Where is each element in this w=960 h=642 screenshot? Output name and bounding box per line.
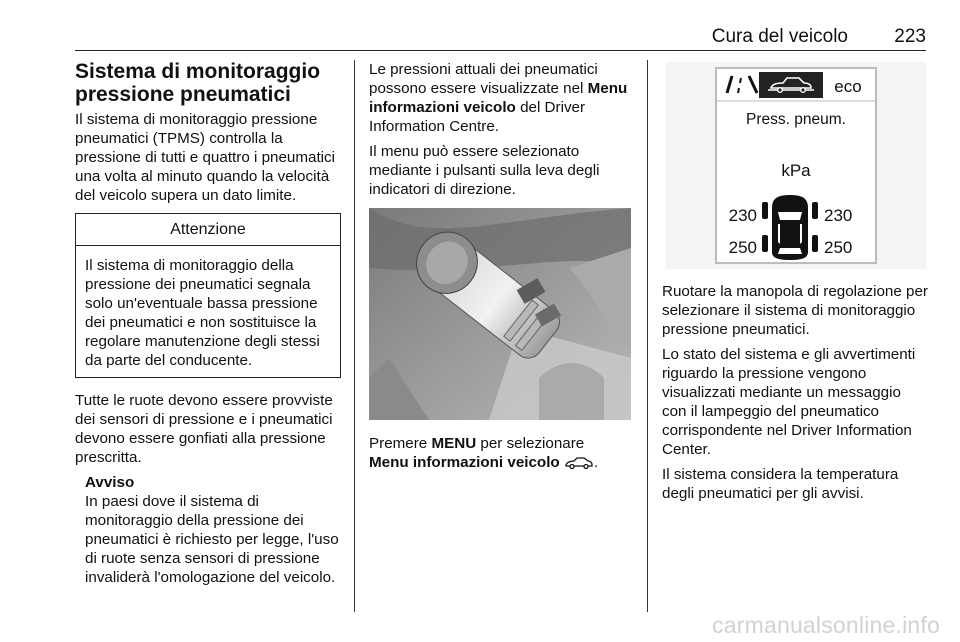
rear-left-pressure: 250 (728, 238, 757, 257)
turn-signal-lever-photo (369, 208, 631, 420)
column-right (662, 62, 928, 509)
menu-name: Menu informazioni veicolo (369, 80, 628, 116)
eco-label: eco (834, 77, 862, 96)
sensor-paragraph: Tutte le ruote devono essere provviste dei sensori di pressione e i pneumatici devono essere gonfiati alla pressione prescritta. (75, 392, 333, 466)
text-run: Le pressioni attuali dei pneumatici possono essere visualizzate nel (369, 61, 598, 97)
column-divider (647, 60, 648, 612)
tire-pressure-display (666, 62, 926, 269)
note-text: In paesi dove il sistema di monitoraggio della pressione dei pneumatici è richiesto per legge, l'uso di ruote senza sensori di pressione invaliderà l'omologazione del veicolo. (85, 493, 339, 586)
watermark: carmanualsonline.info (712, 612, 940, 638)
section-title: Sistema di monitoraggio pressione pneumatici (75, 60, 321, 106)
pressure-unit: kPa (781, 161, 811, 180)
text-run: del Driver Information Centre. (369, 99, 586, 135)
text-run: . (593, 454, 599, 471)
text-run: per selezionare (476, 435, 585, 452)
chapter-title: Cura del veicolo (711, 26, 848, 47)
status-paragraph: Lo stato del sistema e gli avvertimenti riguardo la pressione vengono visualizzati mediante un messaggio con il lampeggio del pneumatico corrispondente nel Driver Information Center. (662, 346, 916, 458)
menu-name: Menu informazioni veicolo (369, 454, 560, 471)
page-header (75, 26, 926, 51)
text-run: Premere (369, 435, 432, 452)
caution-title: Attenzione (76, 214, 340, 246)
intro-paragraph: Il sistema di monitoraggio pressione pneumatici (TPMS) controlla la pressione di tutti e quattro i pneumatici una volta al minuto quando la velocità del veicolo supera un dato limite. (75, 111, 336, 204)
front-left-pressure: 230 (728, 206, 757, 225)
adjust-knob-paragraph: Ruotare la manopola di regolazione per selezionare il sistema di monitoraggio pressione pneumatici. (662, 283, 928, 338)
temperature-paragraph: Il sistema considera la temperatura degli pneumatici per gli avvisi. (662, 466, 899, 502)
menu-button-name: MENU (431, 435, 477, 452)
front-right-pressure: 230 (824, 206, 853, 225)
caution-box (75, 213, 341, 378)
column-divider (354, 60, 355, 612)
display-title: Press. pneum. (746, 111, 846, 128)
column-middle (369, 60, 634, 478)
page-number: 223 (894, 26, 926, 47)
note-block (75, 473, 341, 587)
menu-instruction-paragraph (369, 434, 634, 472)
current-pressure-paragraph (369, 60, 634, 136)
column-left (75, 60, 341, 587)
car-icon (564, 456, 594, 470)
note-title: Avviso (85, 474, 135, 491)
menu-select-paragraph: Il menu può essere selezionato mediante i pulsanti sulla leva degli indicatori di direzione. (369, 143, 600, 198)
rear-right-pressure: 250 (824, 238, 853, 257)
caution-text: Il sistema di monitoraggio della pressione dei pneumatici segnala solo un'eventuale bassa pressione dei pneumatici e non sostituisce la regolare manutenzione degli stessi da parte del conducente. (85, 257, 320, 369)
